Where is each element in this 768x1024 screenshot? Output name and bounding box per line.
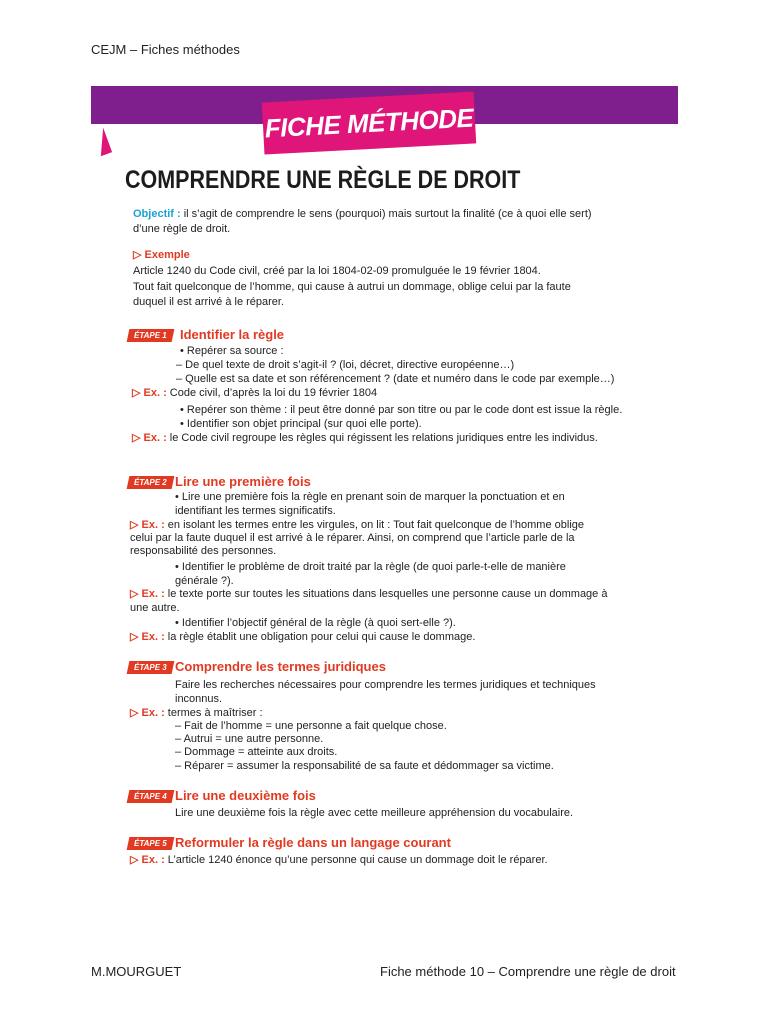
- step-1-line: – Quelle est sa date et son référencement ? (date et numéro dans le code par exemple…): [176, 373, 615, 385]
- step-1-line: – De quel texte de droit s’agit-il ? (loi, décret, directive européenne…): [176, 359, 515, 371]
- step-2-example: ▷ Ex. : en isolant les termes entre les virgules, on lit : Tout fait quelconque de l’homme oblige: [130, 519, 585, 531]
- step-1-line: • Repérer son thème : il peut être donné par son titre ou par le code dont est issue la règle.: [180, 404, 623, 416]
- step-5-title: Reformuler la règle dans un langage courant: [175, 835, 451, 850]
- badge-text: FICHE MÉTHODE: [263, 102, 474, 143]
- step-2-example-cont: une autre.: [130, 602, 180, 614]
- step-3-line: Faire les recherches nécessaires pour comprendre les termes juridiques et techniques: [175, 679, 596, 691]
- step-2-badge: ÉTAPE 2: [127, 476, 175, 489]
- step-2-title: Lire une première fois: [175, 474, 311, 489]
- definition-item: – Dommage = atteinte aux droits.: [175, 746, 338, 758]
- step-4-title: Lire une deuxième fois: [175, 788, 316, 803]
- magenta-accent-shape: [92, 128, 112, 157]
- fiche-methode-badge: [262, 91, 476, 154]
- step-2-line: générale ?).: [175, 575, 234, 587]
- objectif-line-1: Objectif : il s’agit de comprendre le sens (pourquoi) mais surtout la finalité (ce à quoi elle sert): [133, 208, 592, 220]
- step-3-badge: ÉTAPE 3: [127, 661, 175, 674]
- step-4-line: Lire une deuxième fois la règle avec cette meilleure appréhension du vocabulaire.: [175, 807, 574, 819]
- objectif-label: Objectif :: [133, 208, 181, 220]
- step-5-badge: ÉTAPE 5: [127, 837, 175, 850]
- footer-title: Fiche méthode 10 – Comprendre une règle de droit: [380, 964, 676, 979]
- page-title: COMPRENDRE UNE RÈGLE DE DROIT: [125, 166, 521, 194]
- exemple-label: ▷ Exemple: [133, 249, 190, 261]
- step-2-example: ▷ Ex. : le texte porte sur toutes les situations dans lesquelles une personne cause un dommage à: [130, 588, 608, 600]
- exemple-line-3: duquel il est arrivé à le réparer.: [133, 296, 285, 308]
- step-2-line: identifiant les termes significatifs.: [175, 505, 336, 517]
- step-1-title: Identifier la règle: [180, 327, 285, 342]
- step-5-example: ▷ Ex. : L’article 1240 énonce qu’une personne qui cause un dommage doit le réparer.: [130, 854, 548, 866]
- step-3-title: Comprendre les termes juridiques: [175, 659, 386, 674]
- step-1-line: • Repérer sa source :: [180, 345, 284, 357]
- step-1-example: ▷ Ex. : le Code civil regroupe les règles qui régissent les relations juridiques entre les individus.: [132, 432, 598, 444]
- step-2-line: • Identifier le problème de droit traité par la règle (de quoi parle-t-elle de manière: [175, 561, 566, 573]
- exemple-line-2: Tout fait quelconque de l’homme, qui cause à autrui un dommage, oblige celui par la faute: [133, 281, 571, 293]
- step-1-badge: ÉTAPE 1: [127, 329, 175, 342]
- step-2-line: • Lire une première fois la règle en prenant soin de marquer la ponctuation et en: [175, 491, 565, 503]
- step-3-line: inconnus.: [175, 693, 223, 705]
- objectif-line-2: d’une règle de droit.: [133, 223, 231, 235]
- definition-item: – Autrui = une autre personne.: [175, 733, 324, 745]
- page-header: CEJM – Fiches méthodes: [91, 42, 240, 57]
- definition-item: – Fait de l’homme = une personne a fait quelque chose.: [175, 720, 447, 732]
- step-3-example: ▷ Ex. : termes à maîtriser :: [130, 707, 263, 719]
- step-4-badge: ÉTAPE 4: [127, 790, 175, 803]
- step-2-example-cont: celui par la faute duquel il est arrivé à le réparer. Ainsi, on comprend que l’article parle de la: [130, 532, 575, 544]
- step-1-example: ▷ Ex. : Code civil, d’après la loi du 19 février 1804: [132, 387, 378, 399]
- step-1-line: • Identifier son objet principal (sur quoi elle porte).: [180, 418, 422, 430]
- footer-author: M.MOURGUET: [91, 964, 182, 979]
- step-2-line: • Identifier l’objectif général de la règle (à quoi sert-elle ?).: [175, 617, 456, 629]
- step-2-example-cont: responsabilité des personnes.: [130, 545, 277, 557]
- step-2-example: ▷ Ex. : la règle établit une obligation pour celui qui cause le dommage.: [130, 631, 476, 643]
- definition-item: – Réparer = assumer la responsabilité de sa faute et dédommager sa victime.: [175, 760, 554, 772]
- exemple-line-1: Article 1240 du Code civil, créé par la loi 1804-02-09 promulguée le 19 février 1804.: [133, 265, 541, 277]
